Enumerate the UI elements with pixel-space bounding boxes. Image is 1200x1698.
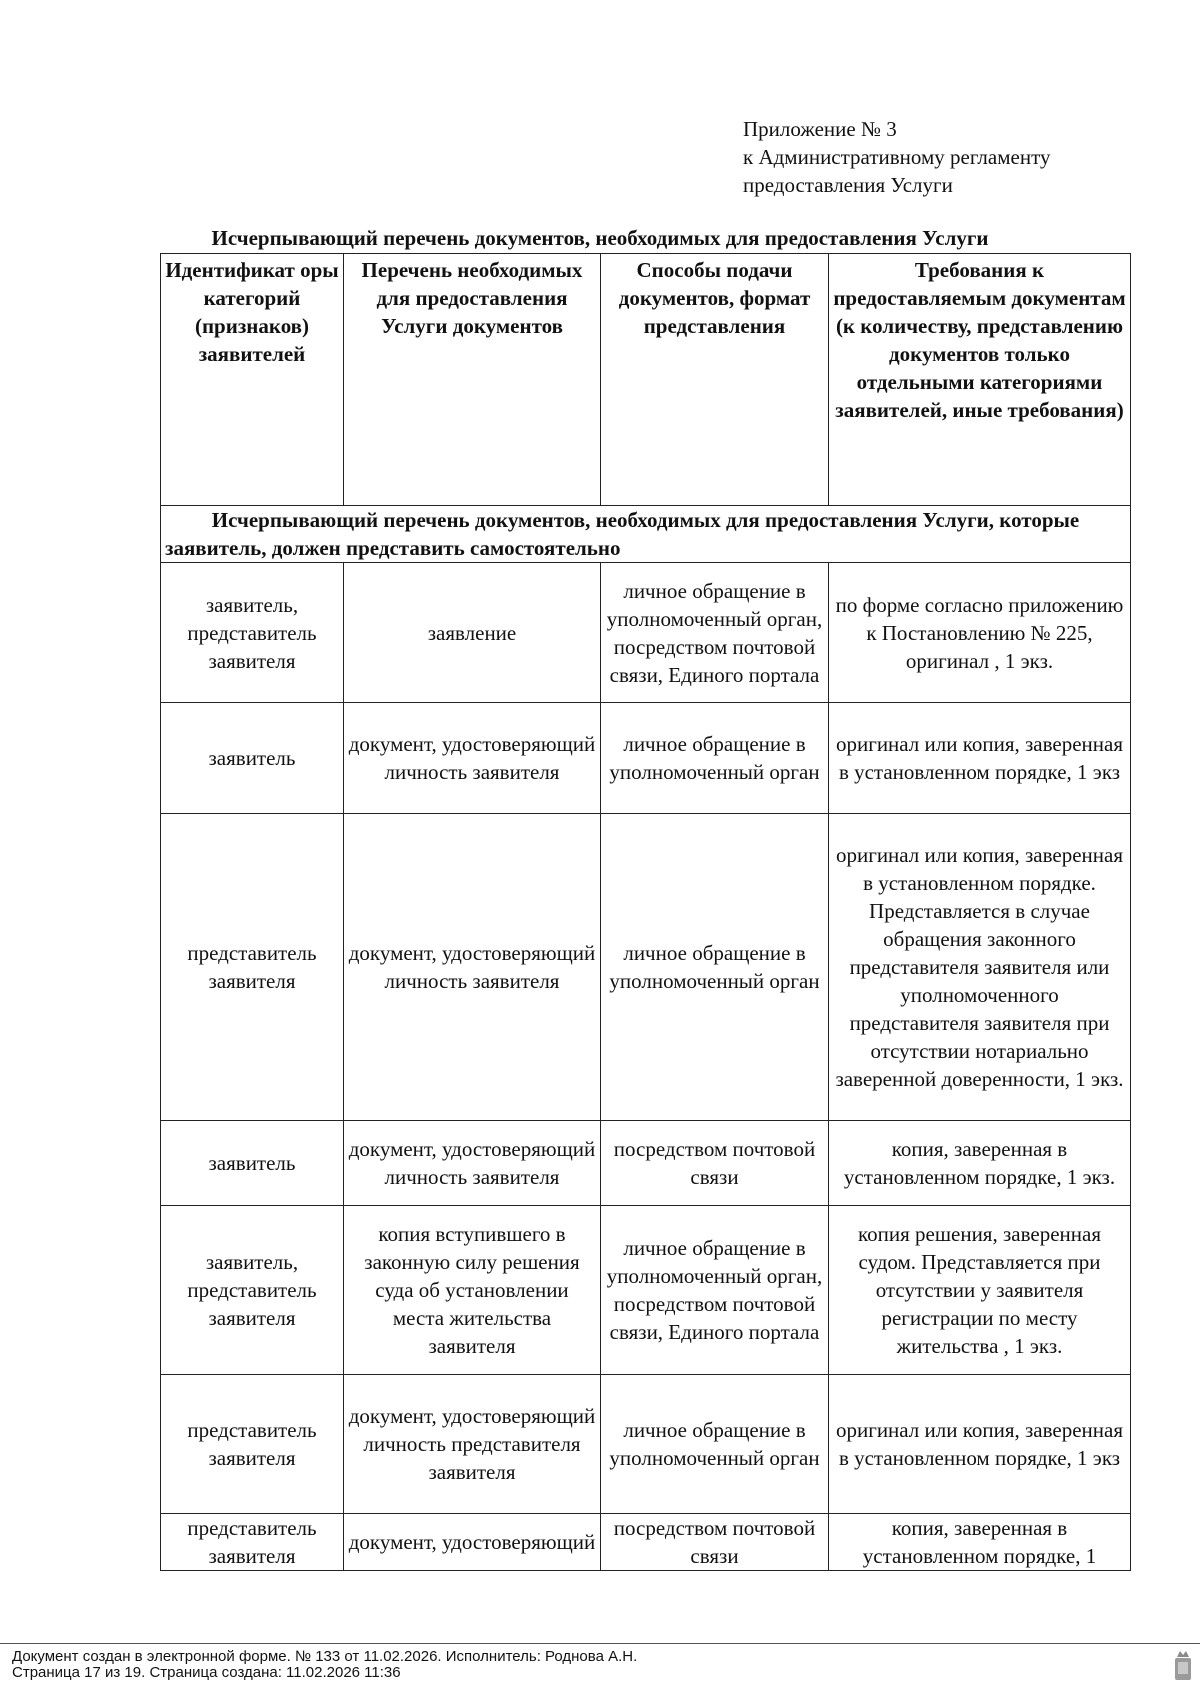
cell-method: личное обращение в уполномоченный орган: [601, 814, 829, 1121]
cell-document: документ, удостоверяющий личность заявителя: [344, 1121, 601, 1206]
cell-document: заявление: [344, 563, 601, 703]
table-row: [161, 1514, 1131, 1571]
footer-document-info: Документ создан в электронной форме. № 133 от 11.02.2026. Исполнитель: Роднова А.Н.: [12, 1648, 638, 1665]
cell-document: документ, удостоверяющий личность заявителя: [344, 703, 601, 814]
cell-requirements: оригинал или копия, заверенная в установленном порядке, 1 экз: [829, 1375, 1131, 1514]
cell-category: представитель заявителя: [161, 1514, 344, 1571]
cell-method: личное обращение в уполномоченный орган, посредством почтовой связи, Единого портала: [601, 563, 829, 703]
cell-category: представитель заявителя: [161, 814, 344, 1121]
annex-reference: к Административному регламенту: [743, 145, 1051, 169]
table-row: [161, 563, 1131, 703]
header-method: Способы подачи документов, формат представления: [601, 254, 829, 506]
cell-category: заявитель: [161, 1121, 344, 1206]
cell-requirements: по форме согласно приложению к Постановлению № 225, оригинал , 1 экз.: [829, 563, 1131, 703]
documents-table: [160, 253, 1131, 1571]
cell-method: личное обращение в уполномоченный орган, посредством почтовой связи, Единого портала: [601, 1206, 829, 1375]
section-row: [161, 506, 1131, 563]
cell-requirements: копия решения, заверенная судом. Представляется при отсутствии у заявителя регистрации по месту жительства , 1 экз.: [829, 1206, 1131, 1375]
footer-divider: [0, 1643, 1200, 1644]
cell-category: заявитель, представитель заявителя: [161, 563, 344, 703]
annex-heading: [743, 115, 1050, 199]
cell-method: личное обращение в уполномоченный орган: [601, 1375, 829, 1514]
table-row: [161, 1121, 1131, 1206]
table-row: [161, 1206, 1131, 1375]
cell-category: заявитель: [161, 703, 344, 814]
header-category: Идентификат оры категорий (признаков) заявителей: [161, 254, 344, 506]
cell-document: документ, удостоверяющий личность представителя заявителя: [344, 1375, 601, 1514]
cell-requirements: оригинал или копия, заверенная в установленном порядке. Представляется в случае обращения законного представителя заявителя или уполномоченного представителя заявителя при отсутствии нотариально заверенной доверенности, 1 экз.: [829, 814, 1131, 1121]
cell-document: документ, удостоверяющий: [344, 1514, 601, 1571]
document-title: Исчерпывающий перечень документов, необходимых для предоставления Услуги: [211, 226, 989, 250]
cell-document: копия вступившего в законную силу решения суда об установлении места жительства заявителя: [344, 1206, 601, 1375]
cell-category: представитель заявителя: [161, 1375, 344, 1514]
cell-document: документ, удостоверяющий личность заявителя: [344, 814, 601, 1121]
cell-category: заявитель, представитель заявителя: [161, 1206, 344, 1375]
header-document: Перечень необходимых для предоставления Услуги документов: [344, 254, 601, 506]
annex-number: Приложение № 3: [743, 117, 897, 141]
footer-page-info: Страница 17 из 19. Страница создана: 11.02.2026 11:36: [12, 1664, 401, 1681]
emblem-icon: [1172, 1648, 1194, 1684]
table-row: [161, 814, 1131, 1121]
page-footer: [12, 1649, 637, 1681]
table-row: [161, 1375, 1131, 1514]
annex-subject: предоставления Услуги: [743, 173, 953, 197]
table-row: [161, 703, 1131, 814]
cell-requirements: оригинал или копия, заверенная в установленном порядке, 1 экз: [829, 703, 1131, 814]
header-requirements: Требования к предоставляемым документам (к количеству, представлению документов только отдельными категориями заявителей, иные требования): [829, 254, 1131, 506]
cell-method: посредством почтовой связи: [601, 1514, 829, 1571]
table-header-row: [161, 254, 1131, 506]
cell-requirements: копия, заверенная в установленном порядке, 1 экз.: [829, 1121, 1131, 1206]
cell-method: личное обращение в уполномоченный орган: [601, 703, 829, 814]
cell-method: посредством почтовой связи: [601, 1121, 829, 1206]
cell-requirements: копия, заверенная в установленном порядке, 1: [829, 1514, 1131, 1571]
section-heading: Исчерпывающий перечень документов, необходимых для предоставления Услуги, которые заявитель, должен представить самостоятельно: [161, 506, 1131, 563]
